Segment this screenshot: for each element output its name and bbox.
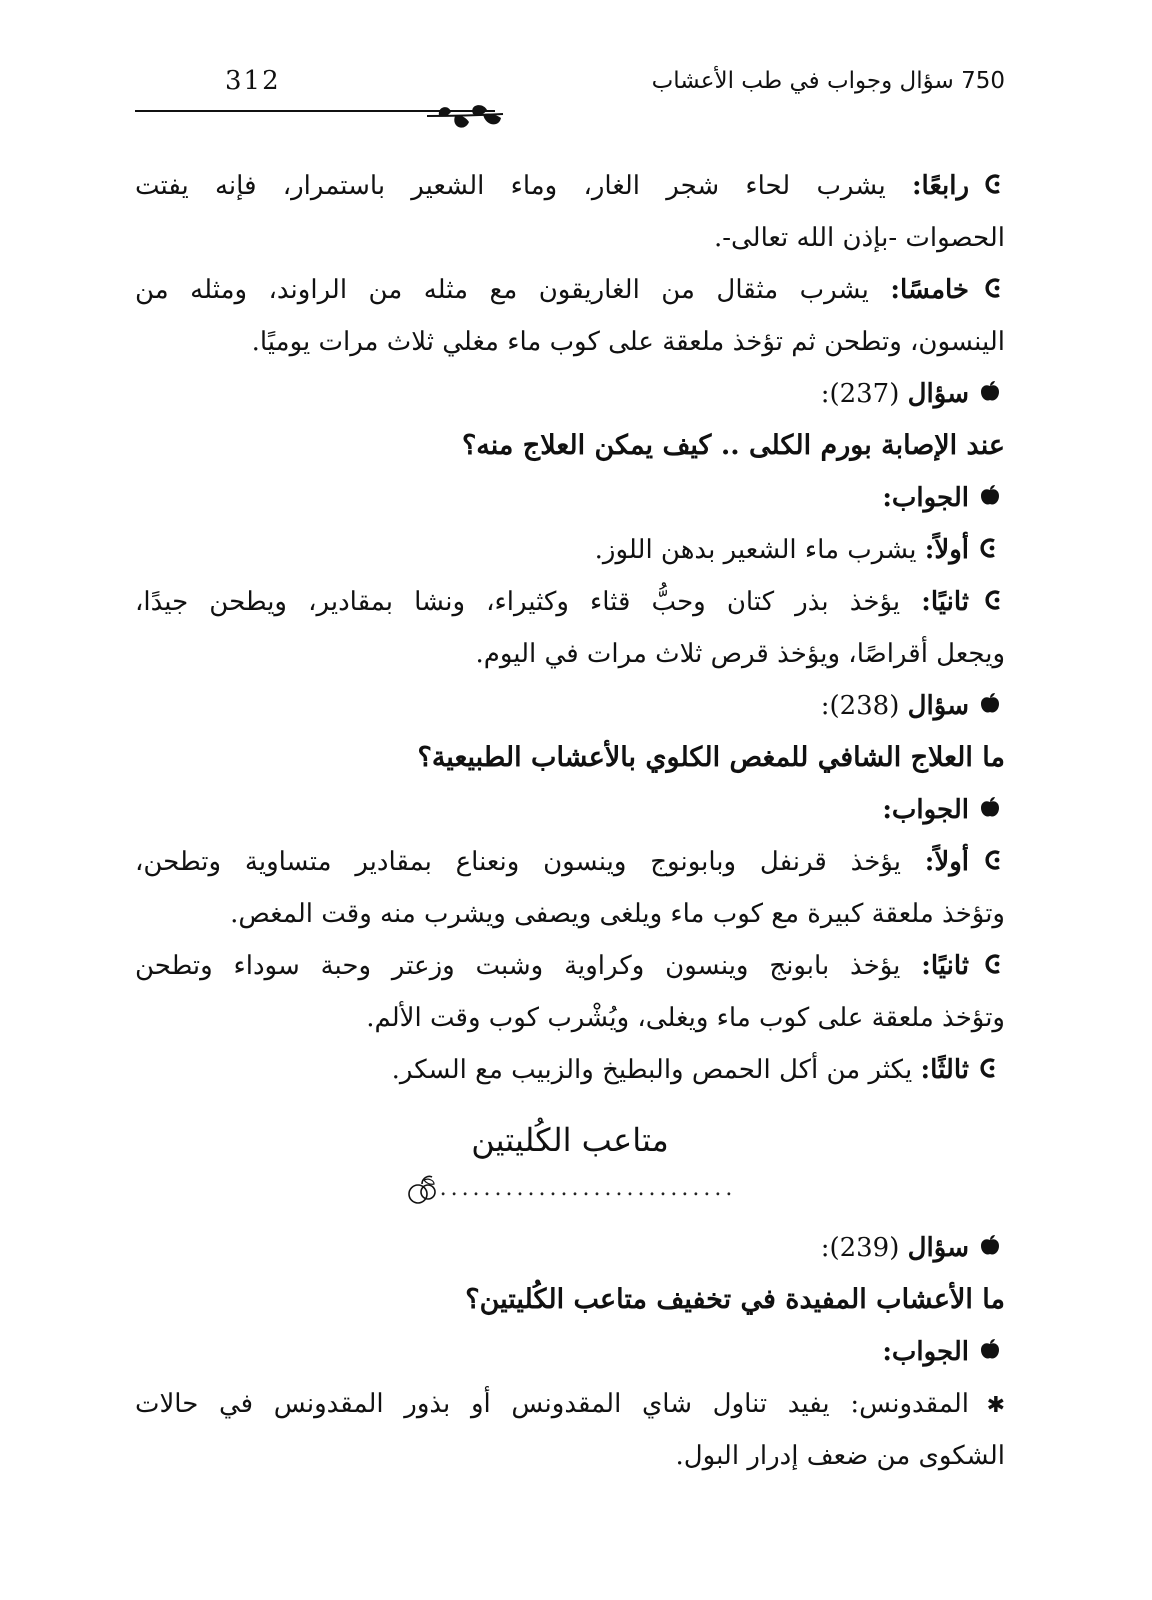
- question-label: سؤال: [907, 1233, 969, 1263]
- question-label: سؤال: [907, 691, 969, 721]
- book-title: 750 سؤال وجواب في طب الأعشاب: [651, 68, 1005, 94]
- book-page: [135, 0, 1005, 1600]
- paragraph-line: الينسون، وتطحن ثم تؤخذ ملعقة على كوب ماء مغلي ثلاث مرات يوميًا.: [251, 327, 1005, 357]
- crescent-bullet-icon: [975, 266, 1005, 316]
- answer-header: [135, 784, 1005, 836]
- crescent-bullet-icon: [975, 578, 1005, 628]
- paragraph-line: [135, 1378, 1005, 1430]
- item-text: يشرب مثقال من الغاريقون مع مثله من الراوند، ومثله من: [135, 275, 869, 305]
- paragraph-line: الشكوى من ضعف إدرار البول.: [675, 1441, 1005, 1471]
- paragraph-line: [135, 524, 1005, 576]
- paragraph-line: ويجعل أقراصًا، ويؤخذ قرص ثلاث مرات في اليوم.: [475, 639, 1005, 669]
- item-text: يشرب لحاء شجر الغار، وماء الشعير باستمرار، فإنه يفتت: [135, 171, 886, 201]
- item-text: يؤخذ قرنفل وبابونوج وينسون ونعناع بمقادير متساوية وتطحن،: [135, 847, 901, 877]
- crescent-bullet-icon: [975, 162, 1005, 212]
- paragraph-line: [135, 1044, 1005, 1096]
- item-text: المقدونس: يفيد تناول شاي المقدونس أو بذور المقدونس في حالات: [135, 1389, 969, 1419]
- answer-header: [135, 1326, 1005, 1378]
- crescent-bullet-icon: [975, 942, 1005, 992]
- dots: ...........................: [439, 1176, 737, 1201]
- item-text: يكثر من أكل الحمص والبطيخ والزبيب مع السكر.: [391, 1055, 913, 1085]
- question-number: (237):: [820, 379, 900, 409]
- crescent-bullet-icon: [975, 1046, 1005, 1096]
- item-label: ثالثًا:: [920, 1055, 969, 1085]
- answer-header: [135, 472, 1005, 524]
- crescent-bullet-icon: [975, 526, 1005, 576]
- question-header: [135, 1222, 1005, 1274]
- question-text: عند الإصابة بورم الكلى .. كيف يمكن العلاج منه؟: [461, 430, 1005, 461]
- apple-icon: [975, 786, 1005, 836]
- apple-icon: [975, 370, 1005, 420]
- item-text: يؤخذ بابونج وينسون وكراوية وشبت وزعتر وحبة سوداء وتطحن: [135, 951, 901, 981]
- paragraph-line: [135, 576, 1005, 628]
- item-text: يؤخذ بذر كتان وحبُّ قثاء وكثيراء، ونشا بمقادير، ويطحن جيدًا،: [135, 587, 901, 617]
- crescent-bullet-icon: [975, 838, 1005, 888]
- item-label: أولاً:: [924, 535, 969, 565]
- question-text: ما الأعشاب المفيدة في تخفيف متاعب الكُليتين؟: [465, 1284, 1005, 1315]
- leaf-ornament-icon: [425, 102, 505, 136]
- item-label: ثانيًا:: [921, 951, 970, 981]
- item-label: خامسًا:: [890, 275, 969, 305]
- paragraph-line: الحصوات -بإذن الله تعالى-.: [713, 223, 1005, 253]
- item-text: يشرب ماء الشعير بدهن اللوز.: [594, 535, 917, 565]
- paragraph-line: [135, 160, 1005, 212]
- answer-label: الجواب:: [882, 483, 969, 513]
- section-heading: متاعب الكُليتين: [471, 1121, 669, 1159]
- apple-icon: [975, 1328, 1005, 1378]
- apple-icon: [975, 682, 1005, 732]
- question-header: [135, 368, 1005, 420]
- paragraph-line: [135, 264, 1005, 316]
- dotted-separator: [135, 1172, 1005, 1222]
- question-label: سؤال: [907, 379, 969, 409]
- item-label: ثانيًا:: [921, 587, 969, 617]
- question-number: (238):: [820, 691, 900, 721]
- item-label: رابعًا:: [911, 171, 970, 201]
- question-header: [135, 680, 1005, 732]
- answer-label: الجواب:: [882, 1337, 969, 1367]
- question-number: (239):: [820, 1233, 900, 1263]
- paragraph-line: وتؤخذ ملعقة على كوب ماء ويغلى، ويُشْرب كوب وقت الألم.: [366, 1003, 1005, 1033]
- answer-label: الجواب:: [882, 795, 969, 825]
- item-label: أولاً:: [924, 847, 970, 877]
- apple-icon: [975, 474, 1005, 524]
- question-text: ما العلاج الشافي للمغص الكلوي بالأعشاب الطبيعية؟: [417, 742, 1005, 773]
- paragraph-line: [135, 940, 1005, 992]
- page-number: 312: [225, 66, 281, 96]
- paragraph-line: وتؤخذ ملعقة كبيرة مع كوب ماء ويلغى ويصفى ويشرب منه وقت المغص.: [230, 899, 1005, 929]
- apple-icon: [975, 1224, 1005, 1274]
- page-content: [135, 160, 1005, 1482]
- page-header: [135, 66, 1005, 100]
- star-bullet-icon: ✱: [986, 1393, 1005, 1418]
- fruit-ornament-icon: [404, 1172, 440, 1206]
- paragraph-line: [135, 836, 1005, 888]
